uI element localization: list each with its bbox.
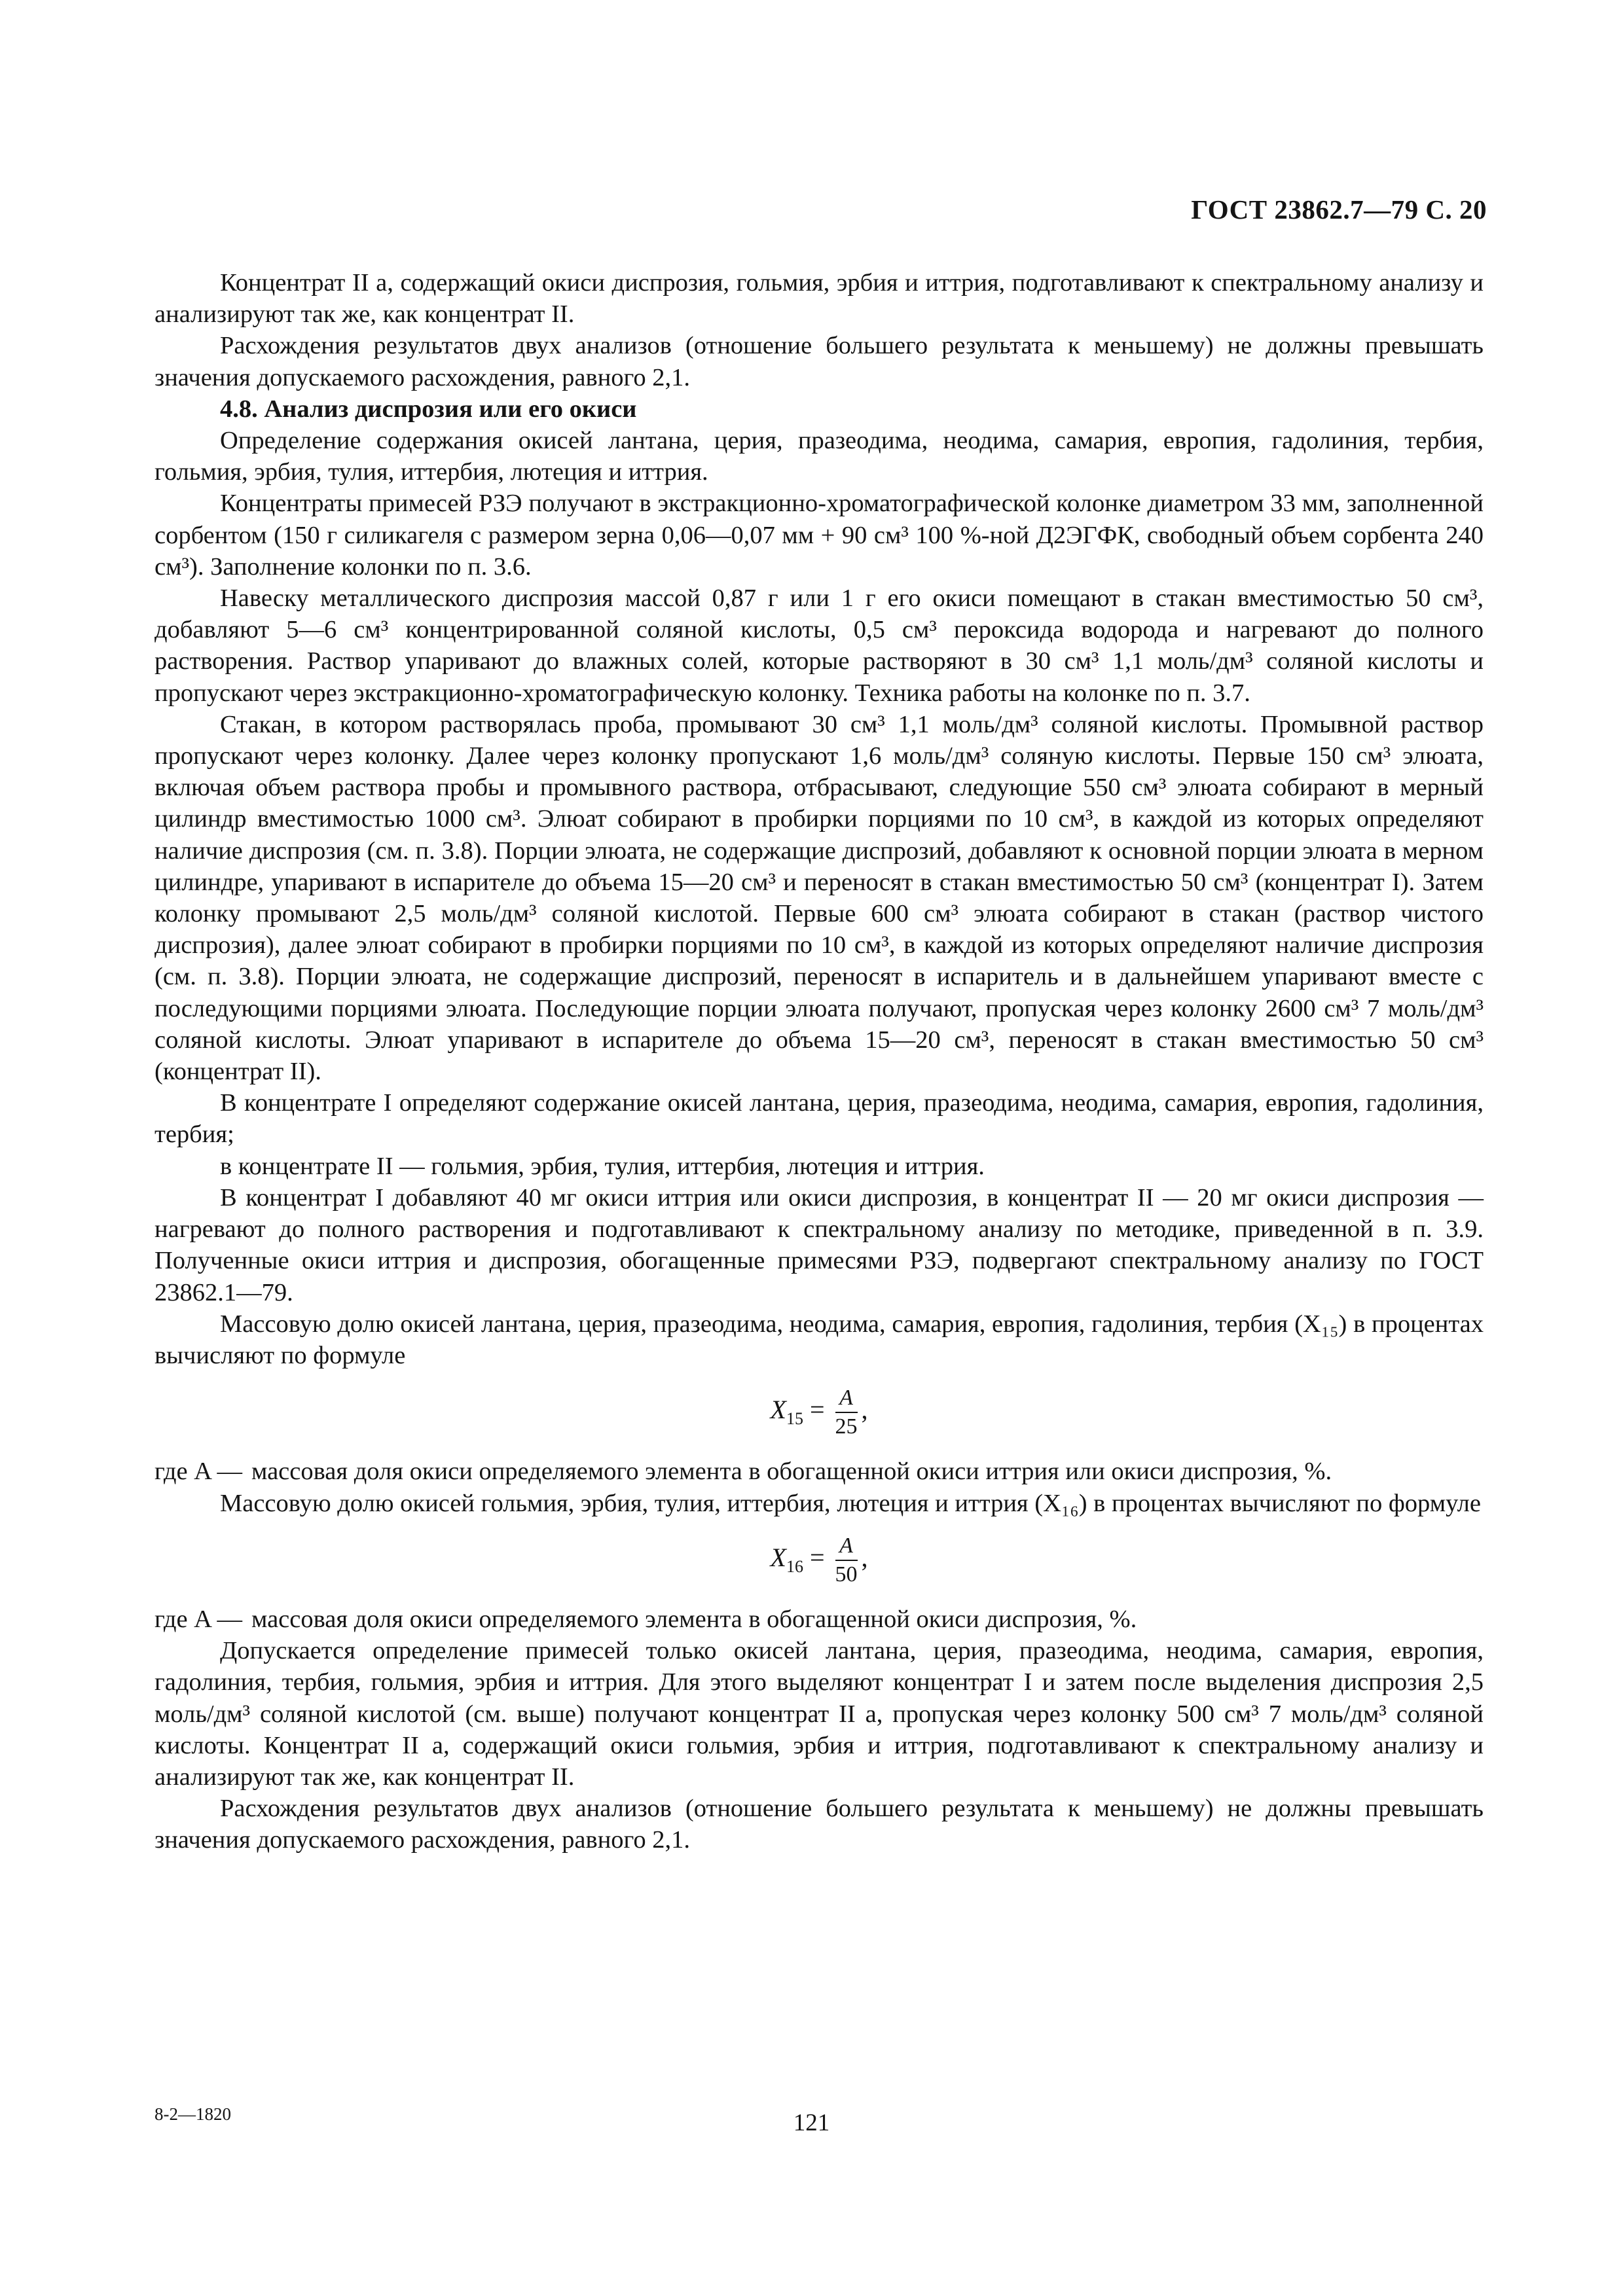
formula-lhs: X: [770, 1395, 786, 1425]
where-lead: где A —: [155, 1458, 242, 1486]
paragraph: Навеску металлического диспрозия массой 0,87 г или 1 г его окиси помещают в стакан вместимостью 50 см³, добавляют 5—6 см³ концентрированной соляной кислоты, 0,5 см³ пероксида водорода и нагревают до полного растворения. Раствор упаривают до влажных солей, которые растворяют в 30 см³ 1,1 моль/дм³ соляной кислоты и пропускают через экстракционно-хроматографическую колонку. Техника работы на колонке по п. 3.7.: [155, 584, 1484, 707]
footer-code: 8-2—1820: [155, 2104, 231, 2124]
where-text: массовая доля окиси определяемого элемента в обогащенной окиси диспрозия, %.: [251, 1605, 1137, 1633]
formula-comma: ,: [861, 1542, 868, 1572]
paragraph: Массовую долю окисей лантана, церия, празеодима, неодима, самария, европия, гадолиния, тербия (X₁₅) в процентах вычисляют по формуле: [155, 1310, 1484, 1369]
where-text: массовая доля окиси определяемого элемента в обогащенной окиси иттрия или окиси диспрозия, %.: [251, 1458, 1332, 1486]
paragraph: В концентрат I добавляют 40 мг окиси иттрия или окиси диспрозия, в концентрат II — 20 мг окиси диспрозия — нагревают до полного растворения и подготавливают к спектральному анализу по методике, приведенной в п. 3.9. Полученные окиси иттрия и диспрозия, обогащенные примесями РЗЭ, подвергают спектральному анализу по ГОСТ 23862.1—79.: [155, 1183, 1484, 1306]
formula-equals: =: [809, 1542, 825, 1572]
formula-denominator: 25: [835, 1414, 858, 1439]
formula-numerator: A: [835, 1387, 858, 1413]
formula-numerator: A: [835, 1535, 858, 1561]
formula-subscript: 16: [786, 1556, 803, 1576]
paragraph: Допускается определение примесей только окисей лантана, церия, празеодима, неодима, самария, европия, гадолиния, тербия, гольмия, эрбия и иттрия. Для этого выделяют концентрат I и затем после выделения диспрозия 2,5 моль/дм³ соляной кислотой (см. выше) получают концентрат II а, пропуская через колонку 500 см³ 7 моль/дм³ соляной кислоты. Концентрат II а, содержащий окиси гольмия, эрбия и иттрия, подготавливают к спектральному анализу и анализируют так же, как концентрат II.: [155, 1637, 1484, 1791]
paragraph: Концентрат II а, содержащий окиси диспрозия, гольмия, эрбия и иттрия, подготавливают к спектральному анализу и анализируют так же, как концентрат II.: [155, 269, 1484, 329]
paragraph: Стакан, в котором растворялась проба, промывают 30 см³ 1,1 моль/дм³ соляной кислоты. Промывной раствор пропускают через колонку. Далее через колонку пропускают 1,6 моль/дм³ соляную кислоты. Первые 150 см³ элюата, включая объем раствора пробы и промывного раствора, отбрасывают, следующие 550 см³ элюата собирают в мерный цилиндр вместимостью 1000 см³. Элюат собирают в пробирки порциями по 10 см³, в каждой из которых определяют наличие диспрозия (см. п. 3.8). Порции элюата, не содержащие диспрозий, добавляют к основной порции элюата в мерном цилиндре, упаривают в испарителе до объема 15—20 см³ и переносят в стакан вместимостью 50 см³ (концентрат I). Затем колонку промывают 2,5 моль/дм³ соляной кислотой. Первые 600 см³ элюата собирают в стакан (раствор чистого диспрозия), далее элюат собирают в пробирки порциями по 10 см³, в каждой из которых определяют наличие диспрозия (см. п. 3.8). Порции элюата, не содержащие диспрозий, переносят в испаритель и в дальнейшем упаривают вместе с последующими порциями элюата. Последующие порции элюата получают, пропуская через колонку 2600 см³ 7 моль/дм³ соляной кислоты. Элюат упаривают в испарителе до объема 15—20 см³, переносят в стакан вместимостью 50 см³ (концентрат II).: [155, 710, 1484, 1086]
paragraph: в концентрате II — гольмия, эрбия, тулия, иттербия, лютеция и иттрия.: [220, 1152, 985, 1180]
formula-denominator: 50: [835, 1562, 858, 1587]
where-lead: где A —: [155, 1605, 242, 1633]
paragraph: Определение содержания окисей лантана, церия, празеодима, неодима, самария, европия, гадолиния, тербия, гольмия, эрбия, тулия, иттербия, лютеция и иттрия.: [155, 427, 1484, 486]
formula-x15: [155, 1371, 1484, 1456]
formula-fraction: [835, 1387, 858, 1438]
document-body: [155, 267, 1484, 1856]
formula-subscript: 15: [786, 1409, 803, 1429]
page-number: 121: [793, 2109, 830, 2136]
formula-comma: ,: [861, 1395, 868, 1425]
formula-lhs: X: [770, 1542, 786, 1572]
paragraph: Концентраты примесей РЗЭ получают в экстракционно-хроматографической колонке диаметром 33 мм, заполненной сорбентом (150 г силикагеля с размером зерна 0,06—0,07 мм + 90 см³ 100 %-ной Д2ЭГФК, свободный объем сорбента 240 см³). Заполнение колонки по п. 3.6.: [155, 490, 1484, 581]
formula-x16: [155, 1519, 1484, 1604]
paragraph: Расхождения результатов двух анализов (отношение большего результата к меньшему) не должны превышать значения допускаемого расхождения, равного 2,1.: [155, 1795, 1484, 1854]
section-heading: 4.8. Анализ диспрозия или его окиси: [220, 395, 637, 423]
paragraph: Массовую долю окисей гольмия, эрбия, тулия, иттербия, лютеция и иттрия (X₁₆) в процентах вычисляют по формуле: [220, 1489, 1481, 1517]
where-clause: [155, 1604, 1484, 1635]
paragraph: Расхождения результатов двух анализов (отношение большего результата к меньшему) не должны превышать значения допускаемого расхождения, равного 2,1.: [155, 332, 1484, 391]
where-clause: [155, 1456, 1484, 1487]
page-header: ГОСТ 23862.7—79 С. 20: [1191, 194, 1487, 224]
paragraph: В концентрате I определяют содержание окисей лантана, церия, празеодима, неодима, самария, европия, гадолиния, тербия;: [155, 1089, 1484, 1149]
formula-equals: =: [809, 1395, 825, 1425]
formula-fraction: [835, 1535, 858, 1586]
